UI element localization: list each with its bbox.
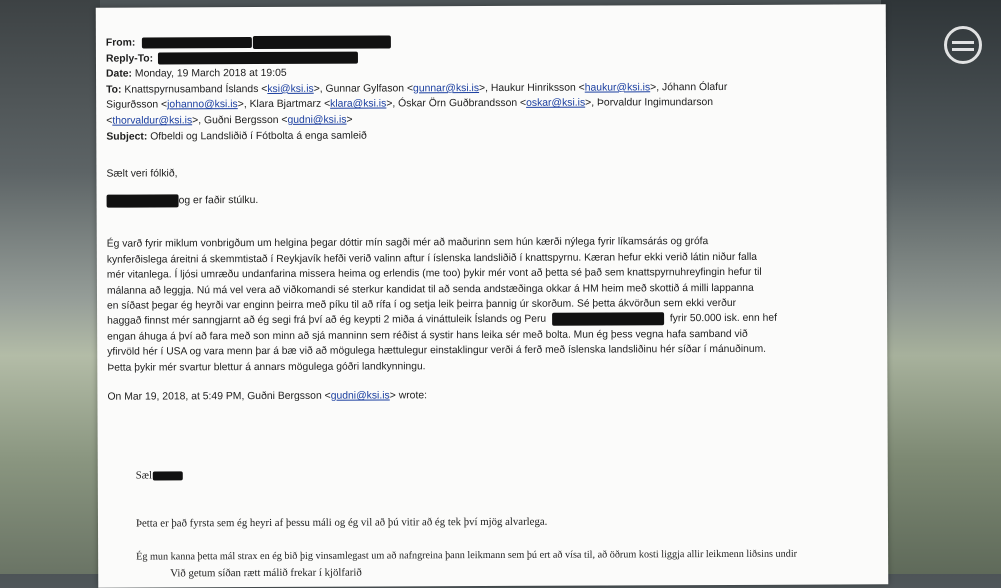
email-link[interactable]: gunnar@ksi.is xyxy=(413,82,480,95)
greeting: Sælt veri fólkið, xyxy=(106,168,178,180)
subject-label: Subject: xyxy=(106,131,148,143)
paragraph-line: engan áhuga á því að fara með son minn að sjá manninn sem réðist á systir hans leika sér með bolta. Mun ég þess vegna hafa samband við xyxy=(107,328,748,343)
to-label: To: xyxy=(106,84,122,96)
date-label: Date: xyxy=(106,68,133,80)
stadium-background-left xyxy=(0,0,100,574)
recipient-text: >, Klara Bjartmarz < xyxy=(237,99,331,111)
recipients-line xyxy=(106,97,713,111)
recipient-text: Sigurðsson < xyxy=(106,99,168,112)
recipient-text: >, Jóhann Ólafur xyxy=(650,81,728,94)
recipient-text: >, Þorvaldur Ingimundarson xyxy=(585,97,714,109)
from-label: From: xyxy=(105,37,136,49)
paragraph-text: haggað finnst mér sanngjarnt að ég segi frá því að ég keypti 2 miða á vináttuleik Íslands og Peru xyxy=(107,314,547,328)
redaction-bar xyxy=(253,35,391,49)
quote-intro-text: > wrote: xyxy=(389,390,428,402)
subject-value: Ofbeldi og Landsliðið í Fótbolta á enga samleið xyxy=(150,130,367,143)
reply-greeting-line xyxy=(136,466,856,481)
paragraph-line: en síðast þegar ég heyrði var enginn þeirra með píku til að rífa í og setja leik þeirra þannig úr skorðum. Sé þetta ákvörðun sem ekki verður xyxy=(107,297,737,312)
email-link[interactable]: johanno@ksi.is xyxy=(167,99,238,111)
reply-line-3: Við getum síðan rætt málið frekar í kjölfarið xyxy=(170,566,362,580)
quote-intro xyxy=(107,386,867,405)
redaction-bar xyxy=(153,471,183,480)
paragraph-line: málanna að leggja. Nú má vel vera að viðkomandi sé sterkur kandidat til að senda andstæðinga okkar á HM heim með skottið á milli lappanna xyxy=(106,282,754,297)
quote-intro-text: On Mar 19, 2018, at 5:49 PM, Guðni Bergsson < xyxy=(107,390,331,403)
reply-line-1: Þetta er það fyrsta sem ég heyri af þessu máli og ég vil að þú vitir að ég tek því mjög alvarlega. xyxy=(135,515,548,530)
email-link[interactable]: gudni@ksi.is xyxy=(330,390,390,402)
paragraph-line: Þetta þykir mér svartur blettur á annars mögulega góðri landkynningu. xyxy=(107,360,426,374)
paragraph-text: fyrir 50.000 isk. enn hef xyxy=(669,313,777,325)
recipient-text: >, Guðni Bergsson < xyxy=(192,114,288,127)
complaint-paragraph xyxy=(107,234,868,376)
redaction-bar xyxy=(142,37,252,48)
recipient-text: Knattspyrnusamband Íslands < xyxy=(124,83,268,96)
reply-line-2: Ég mun kanna þetta mál strax en ég bið þig vinsamlegast um að nafngreina þann leikmann sem þú ert að vísa til, að öðrum kosti liggja allir leikmenn liðsins undir xyxy=(136,548,798,563)
email-link[interactable]: ksi@ksi.is xyxy=(267,83,314,95)
redaction-bar xyxy=(158,51,358,64)
recipient-text: >, Gunnar Gylfason < xyxy=(313,83,414,95)
paragraph-lines xyxy=(107,326,867,376)
replyto-label: Reply-To: xyxy=(105,53,154,65)
recipients-line xyxy=(106,115,352,127)
tv-channel-logo-icon xyxy=(944,26,982,64)
paragraph-lines xyxy=(107,234,867,314)
email-content xyxy=(106,32,868,405)
paragraph-line xyxy=(107,311,867,330)
paragraph-line: kynferðislega áreitni á skemmtistað í Reykjavík hefði verið valinn aftur í íslenska landsliðið í knattspyrnu. Kæran hefur ekki verið látin niður falla xyxy=(106,251,758,266)
paragraph-line: mér vitanlega. Í ljósi umræðu undanfarina missera heima og erlendis (me too) þykir mér vont að þetta sé það sem knattspyrnuhreyfingin hefur til xyxy=(106,266,762,281)
paragraph-line: yfirvöld hér í USA og vara menn þar á bæ við að mögulega hættulegur einstaklingur verði á ferð með íslenska landsliðinu hér síðar í mánuðinum. xyxy=(107,343,767,358)
recipient-text: < xyxy=(106,115,113,127)
email-link[interactable]: gudni@ksi.is xyxy=(287,114,347,126)
recipient-text: >, Óskar Örn Guðbrandsson < xyxy=(386,98,527,110)
recipients-line xyxy=(124,82,727,96)
email-link[interactable]: klara@ksi.is xyxy=(330,98,387,111)
paragraph-line: Ég varð fyrir miklum vonbrigðum um helgina þegar dóttir mín sagði mér að maðurinn sem hún kærði nýlega fyrir líkamsárás og grófa xyxy=(106,236,709,251)
stadium-background-right xyxy=(881,0,1001,574)
email-printout xyxy=(96,4,889,587)
recipient-text: > xyxy=(346,114,353,126)
redaction-bar xyxy=(552,312,664,325)
date-value: Monday, 19 March 2018 at 19:05 xyxy=(134,68,287,80)
reply-greeting: Sæl xyxy=(135,469,153,482)
email-link[interactable]: haukur@ksi.is xyxy=(584,82,651,94)
email-link[interactable]: oskar@ksi.is xyxy=(526,97,586,110)
recipient-text: >, Haukur Hinriksson < xyxy=(479,82,585,94)
intro-suffix: og er faðir stúlku. xyxy=(178,194,259,207)
redaction-bar xyxy=(107,194,179,207)
email-link[interactable]: thorvaldur@ksi.is xyxy=(112,115,193,127)
